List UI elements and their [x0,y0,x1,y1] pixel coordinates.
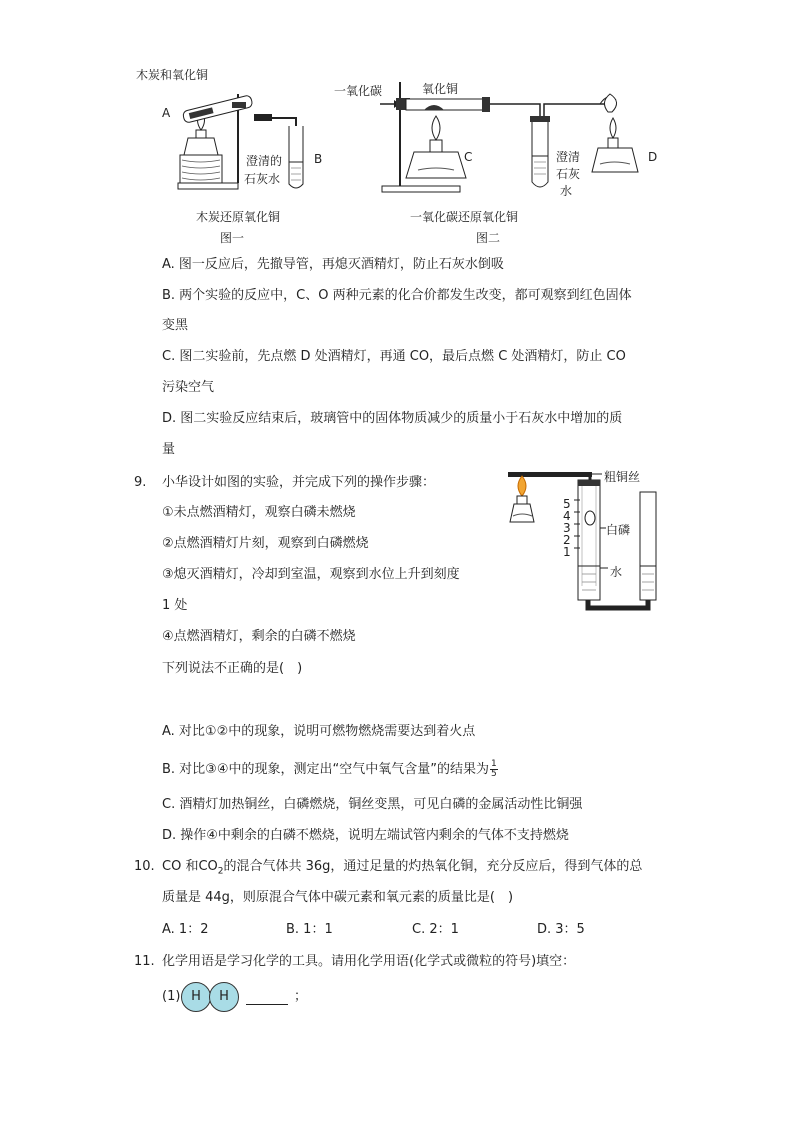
q9-question: 下列说法不正确的是( ) [162,661,303,676]
q8-option-b-line2: 变黑 [162,318,189,333]
fig1-apparatus-drawing [170,80,330,195]
fig2-apparatus-drawing [378,82,648,197]
q9-frac-numerator: 1 [490,759,497,769]
q10-option-d: D. 3：5 [537,922,585,937]
q9-step4: ④点燃酒精灯，剩余的白磷不燃烧 [162,629,356,644]
q9-step3-line2: 1 处 [162,598,188,613]
q9-number: 9. [134,475,147,490]
q11-stem: 化学用语是学习化学的工具。请用化学用语(化学式或微粒的符号)填空： [162,954,576,969]
q9-fig-label-phosphorus: 白磷 [606,523,631,537]
fig2-label-c: C [464,150,473,164]
q10-option-c: C. 2：1 [412,922,459,937]
q9-option-c: C. 酒精灯加热铜丝，白磷燃烧，铜丝变黑，可见白磷的金属活动性比铜强 [162,797,583,812]
q10-line1 [162,858,642,881]
q9-scale-4: 4 [563,509,571,523]
fig2-label-d: D [648,150,658,164]
q8-option-a: A. 图一反应后，先撤导管，再熄灭酒精灯，防止石灰水倒吸 [162,257,504,272]
q11-answer-blank [246,990,288,1009]
q9-scale-3: 3 [563,521,571,535]
q9-option-b [162,760,498,779]
fig1-label-limewater-1: 澄清的 [246,154,283,168]
q11-item1-label: (1) [162,989,181,1004]
fig1-label-a: A [162,106,171,120]
q10-option-b: B. 1：1 [286,922,333,937]
fig2-label-lime-2: 石灰 [556,167,581,181]
q9-scale-1: 1 [563,545,571,559]
hydrogen-atom-2: H [209,982,239,1012]
q9-step1: ①未点燃酒精灯，观察白磷未燃烧 [162,505,356,520]
q9-step2: ②点燃酒精灯片刻，观察到白磷燃烧 [162,536,369,551]
q9-option-b-fraction [490,760,498,779]
q9-scale-5: 5 [563,497,571,511]
fig1-label-charcoal-cuo: 木炭和氧化铜 [136,68,209,82]
q9-apparatus-drawing [504,466,664,614]
fig2-caption-title: 一氧化碳还原氧化铜 [410,210,519,224]
q8-option-c-line1: C. 图二实验前，先点燃 D 处酒精灯，再通 CO，最后点燃 C 处酒精灯，防止 CO [162,349,626,364]
q8-option-d-line1: D. 图二实验反应结束后，玻璃管中的固体物质减少的质量小于石灰水中增加的质 [162,411,623,426]
fig2-label-co: 一氧化碳 [334,84,383,98]
q8-option-b-line1: B. 两个实验的反应中，C、O 两种元素的化合价都发生改变，都可观察到红色固体 [162,288,632,303]
q10-line2: 质量是 44g，则原混合气体中碳元素和氧元素的质量比是( ) [162,890,514,905]
q9-scale-2: 2 [563,533,571,547]
q9-fig-label-water: 水 [610,565,623,579]
fig1-label-b: B [314,152,323,166]
q10-line1-post: 的混合气体共 36g，通过足量的灼热氧化铜，充分反应后，得到气体的总 [223,859,643,874]
q10-line1-pre: CO 和CO [162,859,218,874]
fig1-label-limewater-2: 石灰水 [244,172,281,186]
q8-option-d-line2: 量 [162,442,176,457]
q9-option-b-text: B. 对比③④中的现象，测定出“空气中氧气含量”的结果为 [162,762,489,777]
q9-frac-denominator: 5 [490,769,497,779]
q8-option-c-line2: 污染空气 [162,380,215,395]
fig2-label-cuo: 氧化铜 [422,82,459,96]
hydrogen-atom-1: H [181,982,211,1012]
fig2-label-lime-3: 水 [560,184,573,198]
q9-stem: 小华设计如图的实验，并完成下列的操作步骤： [162,475,436,490]
q10-number: 10. [134,859,155,874]
q9-option-d: D. 操作④中剩余的白磷不燃烧，说明左端试管内剩余的气体不支持燃烧 [162,828,569,843]
fig1-caption-num: 图一 [220,231,245,245]
q10-co2-subscript: 2 [217,866,224,877]
q9-option-a: A. 对比①②中的现象，说明可燃物燃烧需要达到着火点 [162,724,476,739]
q11-number: 11. [134,954,155,969]
q9-step3-line1: ③熄灭酒精灯，冷却到室温，观察到水位上升到刻度 [162,567,460,582]
fig1-caption-title: 木炭还原氧化铜 [196,210,281,224]
fig2-label-lime-1: 澄清 [556,150,581,164]
q10-option-a: A. 1：2 [162,922,209,937]
q9-fig-label-wire: 粗铜丝 [604,470,641,484]
q11-item1-end: ； [294,989,308,1004]
fig2-caption-num: 图二 [476,231,501,245]
